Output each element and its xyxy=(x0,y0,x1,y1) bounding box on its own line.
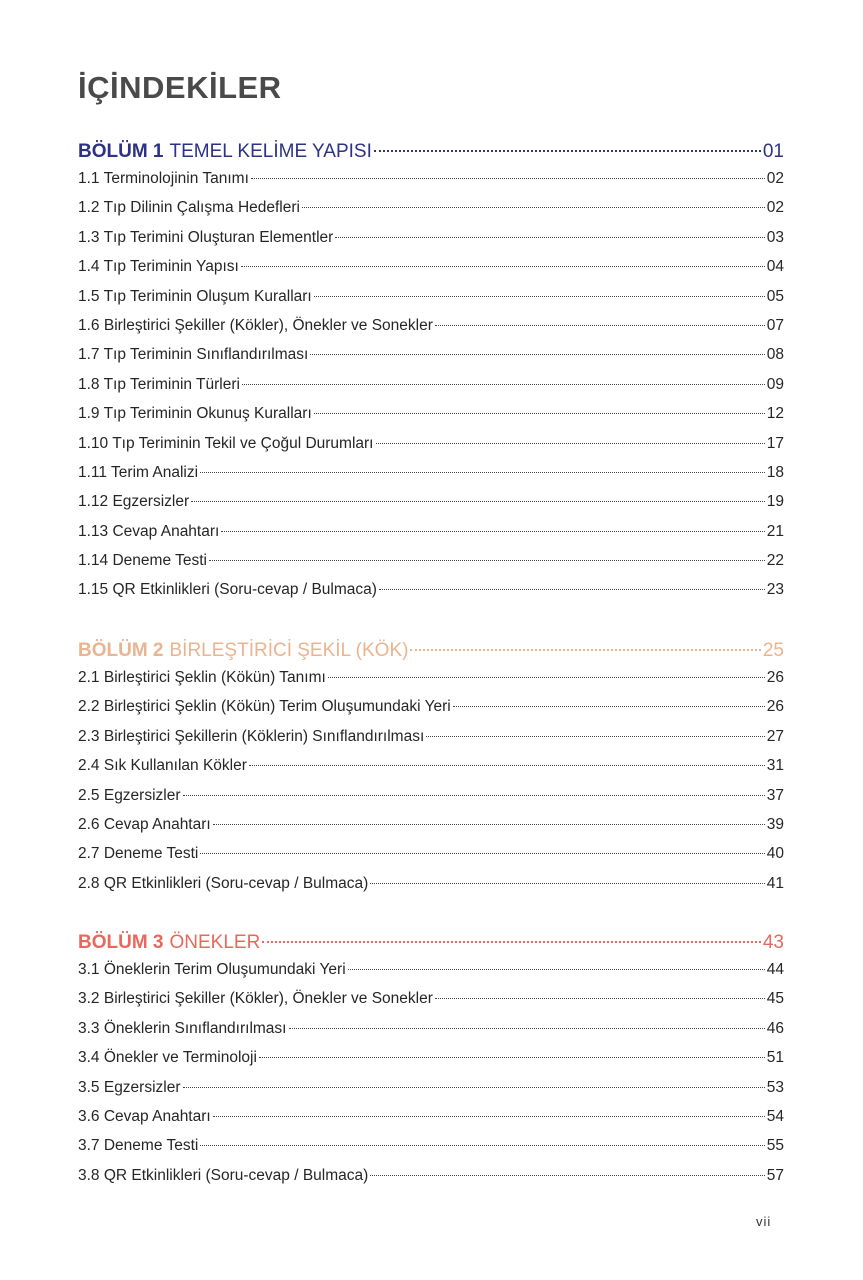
toc-entry[interactable] xyxy=(78,845,784,874)
toc-entry[interactable] xyxy=(78,669,784,698)
entry-label: 1.10 Tıp Teriminin Tekil ve Çoğul Durumları xyxy=(78,434,374,452)
chapter-page: 43 xyxy=(762,932,784,953)
chapter-number: BÖLÜM 2 xyxy=(78,640,164,661)
entry-label: 3.6 Cevap Anahtarı xyxy=(78,1107,211,1125)
chapter-1-section xyxy=(78,141,784,611)
page-number: vii xyxy=(756,1214,772,1229)
entry-label: 2.4 Sık Kullanılan Kökler xyxy=(78,757,247,775)
toc-entry[interactable] xyxy=(78,523,784,552)
entry-label: 1.3 Tıp Terimini Oluşturan Elementler xyxy=(78,228,334,246)
entry-page: 18 xyxy=(766,463,784,481)
dot-leader xyxy=(200,1145,764,1146)
dot-leader xyxy=(314,296,765,297)
entry-label: 1.11 Terim Analizi xyxy=(78,463,199,481)
dot-leader xyxy=(242,384,765,385)
entry-label: 1.14 Deneme Testi xyxy=(78,552,207,570)
entry-label: 2.1 Birleştirici Şeklin (Kökün) Tanımı xyxy=(78,669,326,686)
dot-leader xyxy=(221,531,764,532)
dot-leader xyxy=(183,1087,765,1088)
entry-page: 46 xyxy=(766,1019,784,1037)
entry-page: 03 xyxy=(766,228,784,246)
entry-page: 51 xyxy=(766,1049,784,1067)
entry-page: 31 xyxy=(766,757,784,775)
toc-entry[interactable] xyxy=(78,1020,784,1049)
chapter-page: 25 xyxy=(762,640,784,661)
entry-page: 12 xyxy=(766,405,784,423)
entry-page: 19 xyxy=(766,493,784,511)
dot-leader xyxy=(379,589,765,590)
entry-label: 1.8 Tıp Teriminin Türleri xyxy=(78,375,240,393)
toc-entry[interactable] xyxy=(78,1108,784,1137)
toc-entry[interactable] xyxy=(78,1167,784,1196)
dot-leader xyxy=(370,1175,764,1176)
toc-entry[interactable] xyxy=(78,288,784,317)
entry-page: 27 xyxy=(766,727,784,745)
entry-page: 22 xyxy=(766,552,784,570)
entry-label: 2.2 Birleştirici Şeklin (Kökün) Terim Oluşumundaki Yeri xyxy=(78,698,451,716)
dot-leader xyxy=(310,354,764,355)
chapter-heading[interactable] xyxy=(78,141,784,170)
toc-entry[interactable] xyxy=(78,493,784,522)
page-title: İÇİNDEKİLER xyxy=(78,70,282,105)
entry-page: 21 xyxy=(766,522,784,540)
dot-leader xyxy=(348,969,765,970)
toc-entry[interactable] xyxy=(78,961,784,990)
dot-leader xyxy=(200,472,765,473)
entry-page: 41 xyxy=(766,874,784,892)
entry-page: 44 xyxy=(766,961,784,978)
dot-leader xyxy=(370,883,764,884)
entry-label: 1.4 Tıp Teriminin Yapısı xyxy=(78,258,239,276)
entry-label: 2.5 Egzersizler xyxy=(78,786,181,804)
toc-entry[interactable] xyxy=(78,1079,784,1108)
dot-leader xyxy=(183,795,765,796)
toc-entry[interactable] xyxy=(78,317,784,346)
entry-label: 2.8 QR Etkinlikleri (Soru-cevap / Bulmaca) xyxy=(78,874,369,892)
entry-label: 3.8 QR Etkinlikleri (Soru-cevap / Bulmaca) xyxy=(78,1166,369,1184)
toc-entry[interactable] xyxy=(78,1137,784,1166)
chapter-2-section xyxy=(78,640,784,904)
toc-entry[interactable] xyxy=(78,376,784,405)
toc-entry[interactable] xyxy=(78,875,784,904)
toc-entry[interactable] xyxy=(78,258,784,287)
dot-leader xyxy=(328,677,765,678)
entry-label: 3.2 Birleştirici Şekiller (Kökler), Önekler ve Sonekler xyxy=(78,990,433,1008)
chapter-3-section xyxy=(78,932,784,1196)
dot-leader xyxy=(426,736,764,737)
entry-page: 37 xyxy=(766,786,784,804)
entry-label: 2.6 Cevap Anahtarı xyxy=(78,815,211,833)
dot-leader xyxy=(376,443,765,444)
dot-leader xyxy=(262,941,761,943)
dot-leader xyxy=(213,1116,765,1117)
entry-page: 17 xyxy=(766,434,784,452)
toc-entry[interactable] xyxy=(78,787,784,816)
entry-label: 1.1 Terminolojinin Tanımı xyxy=(78,170,249,187)
entry-label: 1.9 Tıp Teriminin Okunuş Kuralları xyxy=(78,405,312,423)
entry-page: 45 xyxy=(766,990,784,1008)
entry-page: 26 xyxy=(766,698,784,716)
entry-label: 3.3 Öneklerin Sınıflandırılması xyxy=(78,1019,287,1037)
entry-page: 57 xyxy=(766,1166,784,1184)
entry-page: 55 xyxy=(766,1137,784,1155)
toc-entry[interactable] xyxy=(78,464,784,493)
dot-leader xyxy=(289,1028,765,1029)
toc-entry[interactable] xyxy=(78,552,784,581)
entry-label: 1.12 Egzersizler xyxy=(78,493,190,511)
entry-label: 1.7 Tıp Teriminin Sınıflandırılması xyxy=(78,346,309,364)
entry-label: 2.3 Birleştirici Şekillerin (Köklerin) Sınıflandırılması xyxy=(78,727,425,745)
toc-entry[interactable] xyxy=(78,1049,784,1078)
entry-page: 26 xyxy=(766,669,784,686)
entry-page: 07 xyxy=(766,316,784,334)
dot-leader xyxy=(302,207,765,208)
chapter-title: ÖNEKLER xyxy=(169,932,261,953)
toc-entry[interactable] xyxy=(78,435,784,464)
chapter-page: 01 xyxy=(762,141,784,162)
toc-entry[interactable] xyxy=(78,346,784,375)
toc-entry[interactable] xyxy=(78,170,784,199)
dot-leader xyxy=(249,765,765,766)
entry-label: 3.7 Deneme Testi xyxy=(78,1137,199,1155)
entry-page: 05 xyxy=(766,287,784,305)
dot-leader xyxy=(191,501,765,502)
dot-leader xyxy=(410,649,760,651)
dot-leader xyxy=(209,560,765,561)
dot-leader xyxy=(314,413,765,414)
toc-entry[interactable] xyxy=(78,698,784,727)
dot-leader xyxy=(213,824,765,825)
entry-label: 1.5 Tıp Teriminin Oluşum Kuralları xyxy=(78,287,312,305)
entry-page: 04 xyxy=(766,258,784,276)
entry-page: 53 xyxy=(766,1078,784,1096)
dot-leader xyxy=(251,178,765,179)
chapter-number: BÖLÜM 1 xyxy=(78,141,164,162)
entry-label: 1.15 QR Etkinlikleri (Soru-cevap / Bulmaca) xyxy=(78,581,377,599)
entry-page: 09 xyxy=(766,375,784,393)
entry-page: 02 xyxy=(766,170,784,187)
entry-page: 54 xyxy=(766,1107,784,1125)
toc-entry[interactable] xyxy=(78,757,784,786)
entry-label: 1.2 Tıp Dilinin Çalışma Hedefleri xyxy=(78,199,300,217)
toc-entry[interactable] xyxy=(78,728,784,757)
entry-label: 3.4 Önekler ve Terminoloji xyxy=(78,1049,257,1067)
entry-label: 3.5 Egzersizler xyxy=(78,1078,181,1096)
toc-entry[interactable] xyxy=(78,199,784,228)
chapter-heading[interactable] xyxy=(78,932,784,961)
dot-leader xyxy=(200,853,764,854)
chapter-title: BİRLEŞTİRİCİ ŞEKİL (KÖK) xyxy=(169,640,409,661)
entry-label: 1.13 Cevap Anahtarı xyxy=(78,522,220,540)
dot-leader xyxy=(374,150,761,152)
entry-page: 23 xyxy=(766,581,784,599)
entry-page: 39 xyxy=(766,815,784,833)
dot-leader xyxy=(453,706,765,707)
dot-leader xyxy=(335,237,764,238)
entry-page: 40 xyxy=(766,845,784,863)
entry-label: 3.1 Öneklerin Terim Oluşumundaki Yeri xyxy=(78,961,346,978)
entry-label: 2.7 Deneme Testi xyxy=(78,845,199,863)
toc-entry[interactable] xyxy=(78,990,784,1019)
dot-leader xyxy=(241,266,765,267)
dot-leader xyxy=(435,325,765,326)
chapter-number: BÖLÜM 3 xyxy=(78,932,164,953)
toc-entry[interactable] xyxy=(78,229,784,258)
toc-entry[interactable] xyxy=(78,581,784,610)
entry-page: 02 xyxy=(766,199,784,217)
dot-leader xyxy=(259,1057,765,1058)
chapter-heading[interactable] xyxy=(78,640,784,669)
entry-label: 1.6 Birleştirici Şekiller (Kökler), Önekler ve Sonekler xyxy=(78,316,433,334)
dot-leader xyxy=(435,998,765,999)
toc-entry[interactable] xyxy=(78,405,784,434)
chapter-title: TEMEL KELİME YAPISI xyxy=(169,141,372,162)
toc-entry[interactable] xyxy=(78,816,784,845)
entry-page: 08 xyxy=(766,346,784,364)
